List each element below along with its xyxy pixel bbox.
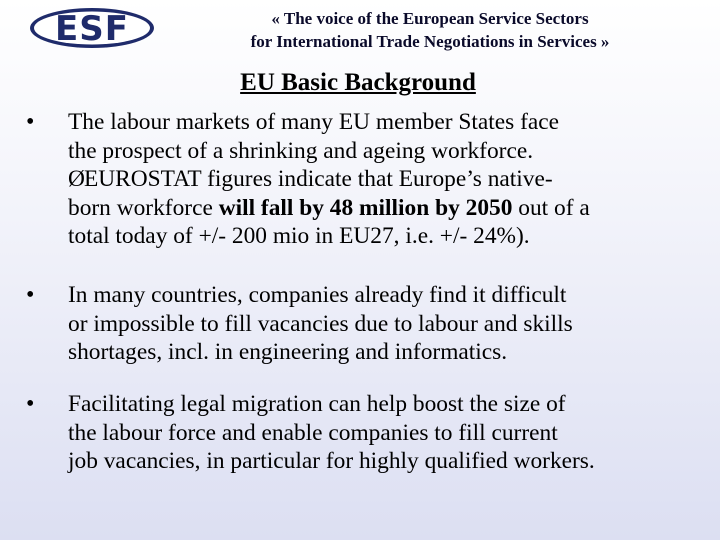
bullet-2-line-2: or impossible to fill vacancies due to labour and skills: [68, 310, 573, 337]
sub-bullet-arrow-icon: Ø: [68, 166, 85, 192]
bullet-2-text: [68, 281, 713, 367]
bullet-3-line-2: the labour force and enable companies to fill current: [68, 419, 558, 446]
logo-text: ESF: [55, 9, 129, 49]
slide-title: EU Basic Background: [240, 69, 476, 96]
bullet-dot-1: •: [26, 109, 35, 135]
bullet-2-line-1: In many countries, companies already find it difficult: [68, 282, 567, 308]
sub-bullet-text-a: EUROSTAT figures indicate that Europe’s native-: [84, 166, 553, 192]
bullet-3-line-3: job vacancies, in particular for highly qualified workers.: [68, 448, 595, 474]
bullet-3-line-1: Facilitating legal migration can help boost the size of: [68, 391, 566, 417]
sub-bullet-text-b: born workforce: [68, 194, 219, 221]
bullet-dot-2: •: [26, 282, 35, 308]
bullet-1-line-2: the prospect of a shrinking and ageing workforce.: [68, 137, 534, 164]
bullet-2-line-3: shortages, incl. in engineering and informatics.: [68, 339, 508, 365]
bullet-1-line-1: The labour markets of many EU member States face: [68, 109, 560, 135]
tagline-line-2: for International Trade Negotiations in Services »: [250, 32, 610, 51]
bullet-1-text: [68, 108, 713, 251]
sub-bullet-line-3: total today of +/- 200 mio in EU27, i.e. +/- 24%).: [68, 223, 530, 249]
sub-bullet-bold: will fall by 48 million by 2050: [218, 194, 513, 221]
bullet-dot-3: •: [26, 391, 35, 417]
bullet-3-text: [68, 390, 713, 476]
sub-bullet-line-1: [68, 165, 713, 194]
sub-bullet-text-c: out of a: [512, 194, 590, 221]
sub-bullet-line-2: [68, 194, 713, 223]
tagline-line-1: « The voice of the European Service Sectors: [271, 9, 589, 28]
